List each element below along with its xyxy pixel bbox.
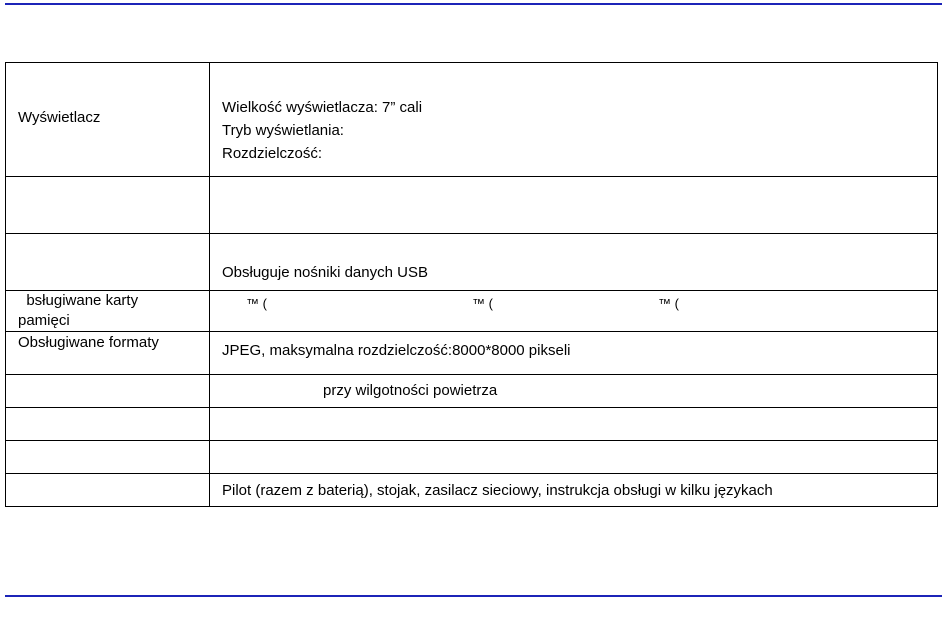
tm-fragment: ™ ( — [658, 296, 679, 311]
spec-label-cell — [6, 474, 210, 507]
spec-row-formats — [6, 332, 938, 375]
spec-row-usb — [6, 234, 938, 291]
spec-value-line: przy wilgotności powietrza — [323, 382, 498, 399]
spec-row-humidity — [6, 375, 938, 408]
spec-label-cell — [6, 408, 210, 441]
spec-label-cell — [6, 63, 210, 177]
spec-label-cell — [6, 375, 210, 408]
spec-value-line: Pilot (razem z baterią), stojak, zasilacz sieciowy, instrukcja obsługi w kilku językach — [222, 482, 773, 499]
spec-label: Wyświetlacz — [18, 109, 101, 126]
spec-row-memory-cards — [6, 291, 938, 332]
footer-rule — [5, 595, 942, 597]
header-rule — [5, 3, 942, 5]
spec-value-line: JPEG, maksymalna rozdzielczość:8000*8000 pikseli — [222, 342, 571, 359]
spec-value-cell — [210, 332, 938, 375]
spec-row-empty — [6, 408, 938, 441]
spec-label-cell — [6, 441, 210, 474]
spec-value-line: Obsługuje nośniki danych USB — [222, 264, 428, 281]
spec-label-cell — [6, 234, 210, 291]
spec-label-cell — [6, 177, 210, 234]
spec-row-display — [6, 63, 938, 177]
spec-value-line: Wielkość wyświetlacza: 7” cali — [222, 99, 423, 116]
tm-fragment: ™ ( — [246, 296, 267, 311]
spec-label-cell — [6, 291, 210, 332]
spec-value-cell — [210, 291, 938, 332]
spec-value-line: Rozdzielczość: — [222, 145, 323, 162]
spec-row-accessories — [6, 474, 938, 507]
spec-value-cell — [210, 474, 938, 507]
spec-label: bsługiwane karty pamięci — [18, 292, 143, 329]
spec-value-line: Tryb wyświetlania: — [222, 122, 344, 139]
tm-fragment: ™ ( — [472, 296, 493, 311]
spec-value-cell — [210, 375, 938, 408]
spec-label: Obsługiwane formaty — [18, 334, 159, 351]
spec-value-cell — [210, 234, 938, 291]
specification-table — [5, 62, 938, 507]
spec-value-cell — [210, 441, 938, 474]
spec-value-cell — [210, 177, 938, 234]
spec-label-cell — [6, 332, 210, 375]
spec-row-empty — [6, 441, 938, 474]
spec-value-cell — [210, 63, 938, 177]
spec-row-empty — [6, 177, 938, 234]
spec-value-cell — [210, 408, 938, 441]
